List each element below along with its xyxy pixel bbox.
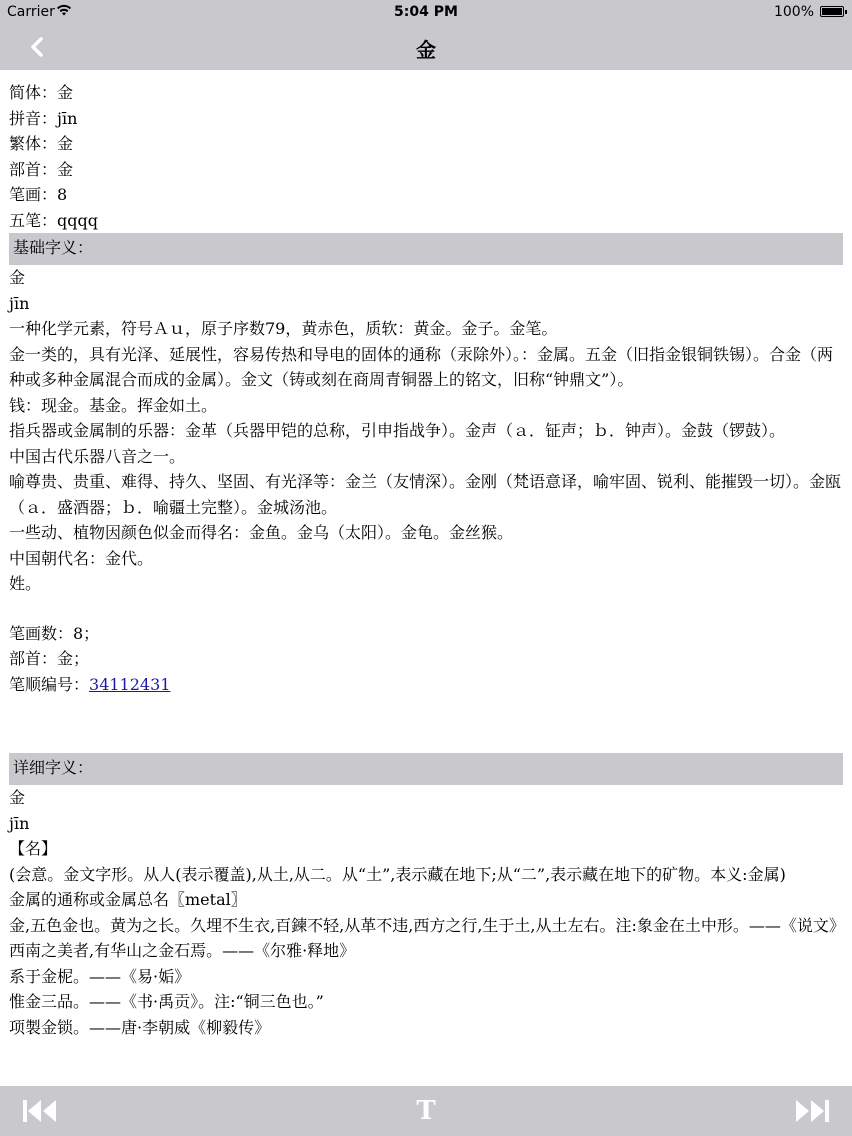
basic-definition: 中国朝代名：金代。 [9,548,154,568]
detail-definition: 项製金锁。——唐·李朝威《柳毅传》 [9,1017,271,1037]
battery-icon [820,6,844,17]
battery-percentage: 100% [773,4,814,20]
info-simplified: 简体：金 [9,83,74,102]
detail-pinyin: jīn [9,813,30,833]
detail-definition: 西南之美者,有华山之金石焉。——《尔雅·释地》 [9,941,356,960]
detail-definition: 金,五色金也。黄为之长。久埋不生衣,百鍊不轻,从革不违,西方之行,生于土,从土左右。注:象金在土中形。——《说文》 [9,915,845,935]
page-title: 金 [416,38,436,62]
info-wubi: 五笔：qqqq [9,210,98,230]
basic-definition: 一些动、植物因颜色似金而得名：金鱼。金乌（太阳）。金龟。金丝猴。 [9,523,514,542]
info-radical: 部首：金 [9,159,74,179]
basic-definition: 钱：现金。基金。挥金如土。 [9,395,218,415]
stroke-order-label: 笔顺编号： [9,674,90,694]
detailed-meaning-header: 详细字义： [9,753,843,785]
detail-definition: 系于金柅。——《易·姤》 [9,966,191,986]
basic-definition: 姓。 [9,574,42,593]
status-bar [0,0,852,24]
info-pinyin: 拼音：jīn [9,108,78,128]
basic-definition: 一种化学元素，符号Ａｕ，原子序数79，黄赤色，质软：黄金。金子。金笔。 [9,319,558,338]
detail-definition: 惟金三品。——《书·禹贡》。注:“铜三色也。” [9,992,324,1011]
navigation-bar [0,24,852,70]
font-size-button[interactable]: T [416,1096,436,1126]
basic-definition: 金一类的，具有光泽、延展性，容易传热和导电的固体的通称（汞除外）。：金属。五金（旧指金银铜铁锡）。合金（两种或多种金属混合而成的金属）。金文（铸或刻在商周青铜器上的铭文，旧称“钟鼎文”）。 [9,344,834,389]
basic-meaning-header: 基础字义： [9,233,843,265]
basic-char: 金 [9,268,26,287]
skip-first-icon [21,1098,59,1124]
radical-line: 部首：金； [9,649,90,668]
info-traditional: 繁体：金 [9,134,74,153]
first-button[interactable] [18,1094,62,1128]
detail-definition: (会意。金文字形。从人(表示覆盖),从土,从二。从“土”,表示藏在地下;从“二”,表示藏在地下的矿物。本义:金属) [9,864,786,884]
clock: 5:04 PM [394,4,458,20]
bottom-toolbar [0,1086,852,1136]
basic-pinyin: jīn [9,293,30,313]
last-button[interactable] [790,1094,834,1128]
skip-last-icon [793,1098,831,1124]
detail-pos: 【名】 [9,839,58,858]
dictionary-content[interactable] [0,70,852,1086]
detail-char: 金 [9,788,26,807]
basic-definition: 中国古代乐器八音之一。 [9,446,186,466]
stroke-count: 笔画数：8； [9,623,100,643]
basic-definition: 喻尊贵、贵重、难得、持久、坚固、有光泽等：金兰（友情深）。金刚（梵语意译，喻牢固、锐利、能摧毁一切）。金瓯（ａ．盛酒器；ｂ．喻疆土完整）。金城汤池。 [9,472,842,517]
stroke-order-link[interactable]: 34112431 [89,674,171,694]
info-strokes: 笔画：8 [9,185,68,204]
stroke-order-line [9,672,843,698]
detail-definition: 金属的通称或金属总名〖metal〗 [9,890,247,909]
carrier-label: Carrier [7,4,55,20]
basic-definition: 指兵器或金属制的乐器：金革（兵器甲铠的总称，引申指战争）。金声（ａ．钲声；ｂ．钟声）。金鼓（锣鼓）。 [9,421,786,440]
